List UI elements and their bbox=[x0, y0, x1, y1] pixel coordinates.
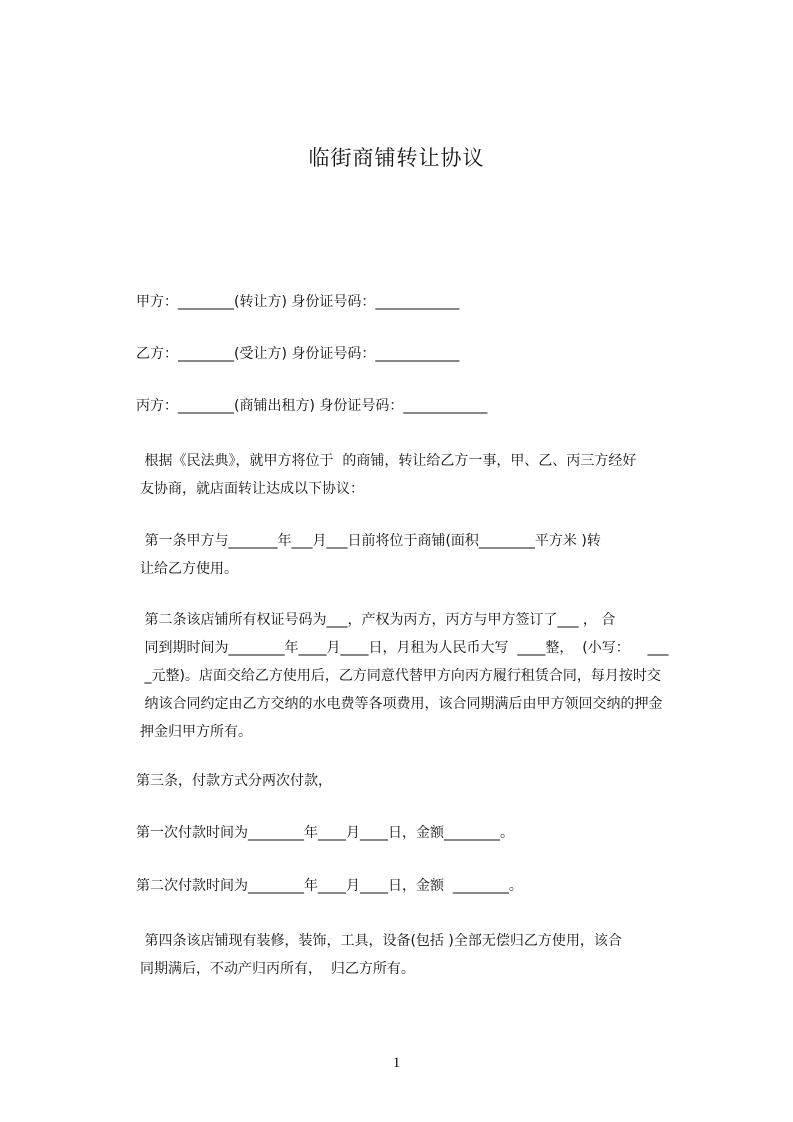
article-3-line: 第三条，付款方式分两次付款， bbox=[136, 773, 332, 789]
article-4-paragraph bbox=[136, 927, 700, 983]
intro-line-2: 友协商，就店面转让达成以下协议： bbox=[140, 481, 364, 497]
intro-line-1: 根据《民法典》，就甲方将位于 的商铺，转让给乙方一事，甲、乙、丙三方经好 bbox=[140, 453, 637, 469]
article-4-line-1: 第四条该店铺现有装修，装饰，工具，设备(包括 )全部无偿归乙方使用，该合 bbox=[140, 933, 622, 949]
payment-2-line: 第二次付款时间为________年____月____日，金额 ________。 bbox=[136, 878, 523, 894]
document-title: 临街商铺转让协议 bbox=[308, 146, 485, 170]
party-b-line: 乙方：________(受让方) 身份证号码：____________ bbox=[136, 346, 460, 362]
payment-1-line: 第一次付款时间为________年____月____日，金额________。 bbox=[136, 825, 514, 841]
party-a-line: 甲方：________(转让方) 身份证号码：____________ bbox=[136, 294, 460, 310]
article-4-line-2: 同期满后，不动产归丙所有， 归乙方所有。 bbox=[140, 961, 415, 977]
article-2-line-5: 押金归甲方所有。 bbox=[140, 724, 252, 740]
intro-paragraph bbox=[136, 447, 700, 503]
article-1-line-1: 第一条甲方与_______年___月___日前将位于商铺(面积________平方米 )转 bbox=[140, 533, 601, 549]
article-2-line-2: 同到期时间为________年____月____日，月租为人民币大写 ____整， (小写： ___ bbox=[140, 640, 669, 656]
article-2-paragraph bbox=[136, 606, 700, 746]
article-1-line-2: 让给乙方使用。 bbox=[140, 561, 238, 577]
article-1-paragraph bbox=[136, 527, 700, 583]
article-2-line-4: 纳该合同约定由乙方交纳的水电费等各项费用，该合同期满后由甲方领回交纳的押金 bbox=[140, 696, 663, 712]
article-2-line-3: _元整)。店面交给乙方使用后，乙方同意代替甲方向丙方履行租赁合同，每月按时交 bbox=[140, 668, 661, 684]
article-2-line-1: 第二条该店铺所有权证号码为___，产权为丙方，丙方与甲方签订了___ ， 合 bbox=[140, 612, 616, 628]
party-c-line: 丙方：________(商铺出租方) 身份证号码：____________ bbox=[136, 398, 488, 414]
page-number: 1 bbox=[392, 1055, 401, 1071]
